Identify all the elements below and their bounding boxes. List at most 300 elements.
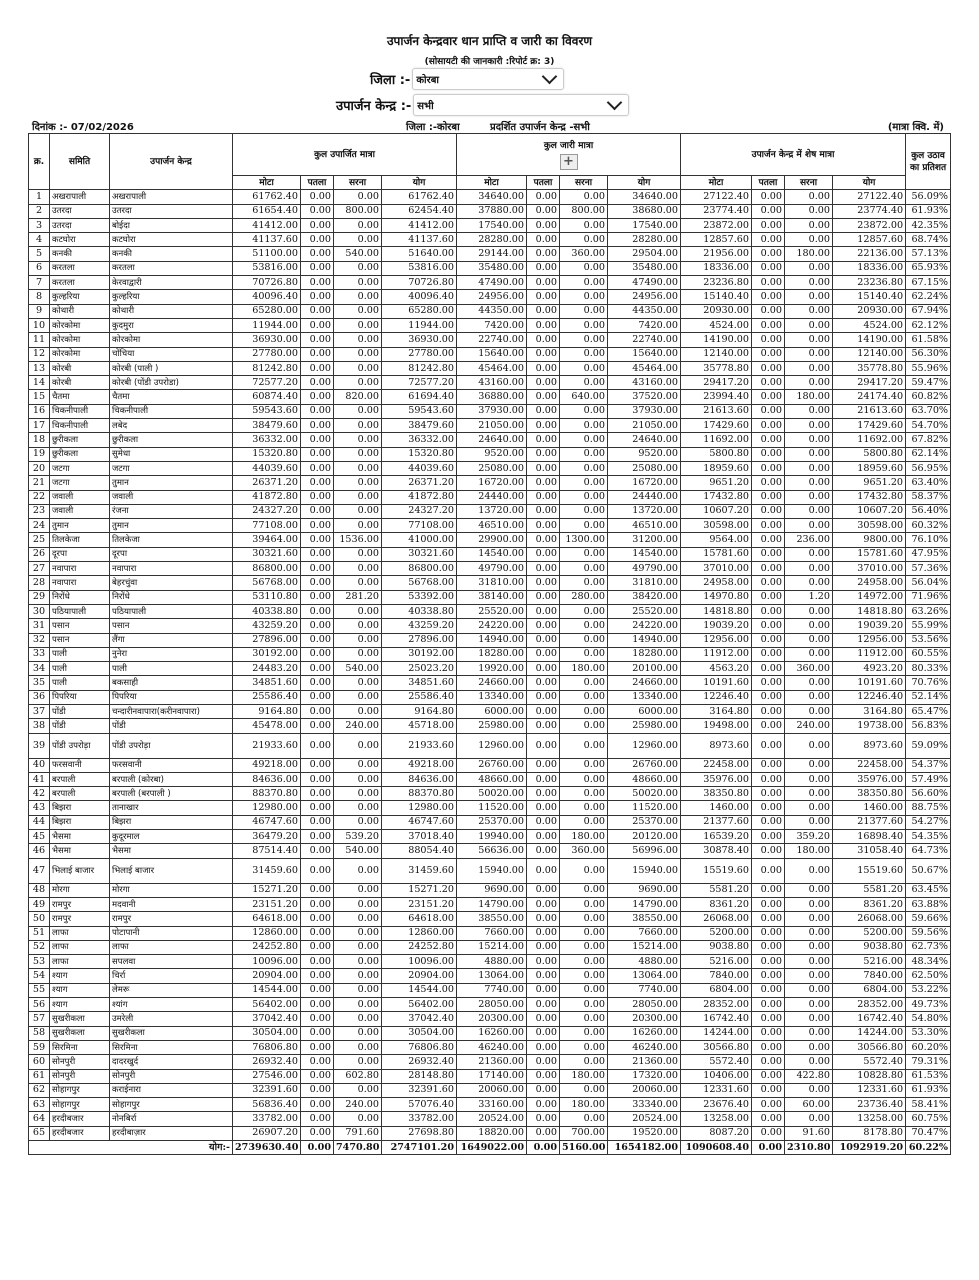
col-mota: मोटा — [233, 176, 301, 190]
row-value: 23872.00 — [833, 218, 906, 232]
row-value: 0.00 — [334, 261, 382, 275]
row-value: 29417.20 — [681, 376, 752, 390]
row-value: 5581.20 — [681, 883, 752, 897]
row-value: 800.00 — [334, 204, 382, 218]
row-samiti: सुखरीकला — [50, 1026, 110, 1040]
row-value: 0.00 — [527, 983, 560, 997]
row-value: 0.00 — [334, 998, 382, 1012]
row-value: 0.00 — [334, 304, 382, 318]
row-percent: 60.32% — [906, 519, 951, 533]
row-value: 9038.80 — [833, 940, 906, 954]
row-kendra: सुखरीकला — [110, 1026, 233, 1040]
expand-plus-icon[interactable]: + — [560, 154, 578, 170]
row-samiti: लाफा — [50, 955, 110, 969]
row-value: 36880.00 — [457, 390, 527, 404]
row-value: 0.00 — [752, 419, 785, 433]
row-value: 0.00 — [752, 290, 785, 304]
row-value: 0.00 — [560, 647, 608, 661]
row-value: 0.00 — [785, 504, 833, 518]
row-value: 0.00 — [527, 490, 560, 504]
row-value: 56768.00 — [233, 576, 301, 590]
row-value: 21050.00 — [608, 419, 681, 433]
row-sn: 19 — [29, 447, 50, 461]
row-value: 65280.00 — [233, 304, 301, 318]
district-select[interactable] — [412, 68, 564, 90]
row-sn: 27 — [29, 562, 50, 576]
row-value: 9520.00 — [608, 447, 681, 461]
row-value: 0.00 — [334, 233, 382, 247]
row-value: 0.00 — [560, 304, 608, 318]
row-value: 20060.00 — [457, 1083, 527, 1097]
row-value: 81242.80 — [233, 361, 301, 375]
row-value: 0.00 — [785, 690, 833, 704]
row-percent: 56.83% — [906, 719, 951, 733]
row-value: 14790.00 — [608, 897, 681, 911]
row-percent: 59.66% — [906, 912, 951, 926]
row-value: 36332.00 — [382, 433, 457, 447]
row-value: 5581.20 — [833, 883, 906, 897]
row-samiti: कोरकोमा — [50, 347, 110, 361]
row-value: 31810.00 — [608, 576, 681, 590]
row-value: 15140.40 — [833, 290, 906, 304]
row-value: 0.00 — [785, 333, 833, 347]
row-value: 0.00 — [785, 404, 833, 418]
row-value: 0.00 — [785, 969, 833, 983]
row-value: 1.20 — [785, 590, 833, 604]
row-value: 24440.00 — [457, 490, 527, 504]
row-value: 0.00 — [301, 619, 334, 633]
row-value: 0.00 — [752, 801, 785, 815]
row-value: 4880.00 — [457, 955, 527, 969]
row-value: 0.00 — [527, 719, 560, 733]
row-samiti: पिपरिया — [50, 690, 110, 704]
row-samiti: कोरबी — [50, 361, 110, 375]
row-sn: 33 — [29, 647, 50, 661]
table-row — [29, 419, 951, 433]
row-value: 15214.00 — [608, 940, 681, 954]
row-value: 0.00 — [560, 433, 608, 447]
table-row — [29, 233, 951, 247]
row-kendra: उतरदा — [110, 204, 233, 218]
row-kendra: जटगा — [110, 461, 233, 475]
row-samiti: जवाली — [50, 490, 110, 504]
col-yog: योग — [833, 176, 906, 190]
row-value: 0.00 — [560, 719, 608, 733]
row-value: 0.00 — [527, 247, 560, 261]
row-value: 14190.00 — [681, 333, 752, 347]
row-value: 0.00 — [560, 476, 608, 490]
row-samiti: कनकी — [50, 247, 110, 261]
row-kendra: मदवानी — [110, 897, 233, 911]
row-sn: 64 — [29, 1112, 50, 1126]
row-value: 24220.00 — [457, 619, 527, 633]
row-kendra: चन्दारीनवापारा(करीनवापारा) — [110, 704, 233, 718]
row-value: 56836.40 — [233, 1098, 301, 1112]
table-row — [29, 815, 951, 829]
table-row — [29, 969, 951, 983]
row-value: 0.00 — [301, 604, 334, 618]
row-kendra: बेहरचुंवा — [110, 576, 233, 590]
row-percent: 63.88% — [906, 897, 951, 911]
row-value: 0.00 — [527, 562, 560, 576]
row-value: 64618.00 — [382, 912, 457, 926]
row-value: 86800.00 — [233, 562, 301, 576]
row-value: 16260.00 — [608, 1026, 681, 1040]
row-value: 14540.00 — [608, 547, 681, 561]
row-value: 0.00 — [785, 787, 833, 801]
row-kendra: नवापारा — [110, 562, 233, 576]
row-value: 0.00 — [752, 576, 785, 590]
row-value: 46510.00 — [457, 519, 527, 533]
row-value: 0.00 — [334, 633, 382, 647]
row-value: 20930.00 — [833, 304, 906, 318]
chevron-down-icon — [542, 68, 558, 84]
row-value: 57076.40 — [382, 1098, 457, 1112]
row-value: 47490.00 — [608, 276, 681, 290]
row-percent: 53.22% — [906, 983, 951, 997]
row-value: 13064.00 — [608, 969, 681, 983]
row-samiti: कुल्हरिया — [50, 290, 110, 304]
row-value: 9564.00 — [681, 533, 752, 547]
row-kendra: बोईदा — [110, 218, 233, 232]
row-value: 46747.60 — [233, 815, 301, 829]
table-row — [29, 461, 951, 475]
row-value: 16898.40 — [833, 830, 906, 844]
row-value: 0.00 — [334, 433, 382, 447]
row-value: 23236.80 — [681, 276, 752, 290]
row-sn: 63 — [29, 1098, 50, 1112]
row-value: 0.00 — [527, 1012, 560, 1026]
row-value: 9164.80 — [233, 704, 301, 718]
row-sn: 57 — [29, 1012, 50, 1026]
row-value: 23151.20 — [233, 897, 301, 911]
table-row — [29, 547, 951, 561]
row-percent: 64.73% — [906, 844, 951, 858]
row-sn: 48 — [29, 883, 50, 897]
row-sn: 30 — [29, 604, 50, 618]
row-value: 0.00 — [785, 983, 833, 997]
row-percent: 50.67% — [906, 858, 951, 883]
row-sn: 45 — [29, 830, 50, 844]
row-value: 0.00 — [560, 490, 608, 504]
row-value: 26932.40 — [382, 1055, 457, 1069]
row-value: 0.00 — [785, 447, 833, 461]
row-value: 0.00 — [334, 733, 382, 758]
centre-select[interactable] — [413, 94, 629, 116]
row-value: 21377.60 — [681, 815, 752, 829]
row-value: 7660.00 — [608, 926, 681, 940]
row-value: 0.00 — [301, 533, 334, 547]
row-value: 5216.00 — [833, 955, 906, 969]
total-value: 0.00 — [527, 1141, 560, 1155]
row-value: 22740.00 — [457, 333, 527, 347]
row-samiti: कोरबी — [50, 376, 110, 390]
row-value: 17432.80 — [833, 490, 906, 504]
table-row — [29, 633, 951, 647]
row-value: 50020.00 — [457, 787, 527, 801]
row-sn: 38 — [29, 719, 50, 733]
row-kendra: जवाली — [110, 490, 233, 504]
row-kendra: पोटापानी — [110, 926, 233, 940]
row-value: 0.00 — [334, 419, 382, 433]
row-sn: 9 — [29, 304, 50, 318]
row-percent: 61.58% — [906, 333, 951, 347]
row-kendra: कोरकोमा — [110, 333, 233, 347]
row-value: 16742.40 — [681, 1012, 752, 1026]
row-value: 9038.80 — [681, 940, 752, 954]
row-value: 19498.00 — [681, 719, 752, 733]
row-value: 0.00 — [334, 955, 382, 969]
row-value: 14940.00 — [457, 633, 527, 647]
row-value: 0.00 — [560, 318, 608, 332]
row-kendra: बकसाही — [110, 676, 233, 690]
row-value: 0.00 — [301, 633, 334, 647]
row-value: 37520.00 — [608, 390, 681, 404]
row-value: 11520.00 — [457, 801, 527, 815]
row-value: 0.00 — [785, 276, 833, 290]
row-value: 0.00 — [301, 897, 334, 911]
table-row — [29, 1069, 951, 1083]
row-samiti: कोरकोमा — [50, 318, 110, 332]
row-value: 240.00 — [334, 719, 382, 733]
row-value: 18959.60 — [681, 461, 752, 475]
row-value: 20120.00 — [608, 830, 681, 844]
row-value: 25586.40 — [382, 690, 457, 704]
row-value: 46510.00 — [608, 519, 681, 533]
row-samiti: भिलाई बाजार — [50, 858, 110, 883]
row-value: 43259.20 — [382, 619, 457, 633]
row-value: 700.00 — [560, 1126, 608, 1140]
row-sn: 34 — [29, 662, 50, 676]
row-samiti: पोंडी — [50, 704, 110, 718]
row-value: 0.00 — [785, 647, 833, 661]
col-sarna: सरना — [785, 176, 833, 190]
row-value: 16720.00 — [608, 476, 681, 490]
row-value: 14244.00 — [681, 1026, 752, 1040]
row-percent: 58.37% — [906, 490, 951, 504]
row-value: 25520.00 — [457, 604, 527, 618]
row-percent: 67.15% — [906, 276, 951, 290]
row-kendra: मोरगा — [110, 883, 233, 897]
row-value: 17320.00 — [608, 1069, 681, 1083]
row-value: 0.00 — [785, 1083, 833, 1097]
row-value: 23994.40 — [681, 390, 752, 404]
row-kendra: बरपाली (बरपाली ) — [110, 787, 233, 801]
row-value: 13720.00 — [608, 504, 681, 518]
row-value: 0.00 — [752, 704, 785, 718]
row-percent: 62.12% — [906, 318, 951, 332]
row-value: 53110.80 — [233, 590, 301, 604]
row-value: 14818.80 — [681, 604, 752, 618]
row-samiti: करतला — [50, 261, 110, 275]
row-value: 0.00 — [334, 404, 382, 418]
row-value: 16260.00 — [457, 1026, 527, 1040]
row-value: 33160.00 — [457, 1098, 527, 1112]
row-value: 0.00 — [334, 1026, 382, 1040]
row-value: 0.00 — [785, 733, 833, 758]
row-value: 50020.00 — [608, 787, 681, 801]
table-row — [29, 1083, 951, 1097]
row-value: 0.00 — [334, 926, 382, 940]
row-value: 0.00 — [560, 519, 608, 533]
row-value: 45718.00 — [382, 719, 457, 733]
row-value: 0.00 — [301, 690, 334, 704]
row-value: 0.00 — [301, 290, 334, 304]
row-sn: 18 — [29, 433, 50, 447]
row-kendra: फरसवानी — [110, 758, 233, 772]
row-value: 14244.00 — [833, 1026, 906, 1040]
row-percent: 59.47% — [906, 376, 951, 390]
row-value: 0.00 — [301, 940, 334, 954]
row-sn: 7 — [29, 276, 50, 290]
row-value: 19920.00 — [457, 662, 527, 676]
row-value: 0.00 — [334, 519, 382, 533]
table-row — [29, 830, 951, 844]
row-value: 15140.40 — [681, 290, 752, 304]
total-value: 2310.80 — [785, 1141, 833, 1155]
row-value: 38350.80 — [833, 787, 906, 801]
row-value: 0.00 — [752, 955, 785, 969]
row-value: 43160.00 — [608, 376, 681, 390]
row-value: 0.00 — [301, 883, 334, 897]
row-value: 84636.00 — [382, 772, 457, 786]
row-sn: 10 — [29, 318, 50, 332]
row-value: 0.00 — [527, 690, 560, 704]
row-percent: 53.30% — [906, 1026, 951, 1040]
row-value: 38420.00 — [608, 590, 681, 604]
row-samiti: तिलकेजा — [50, 533, 110, 547]
row-value: 0.00 — [334, 1040, 382, 1054]
row-value: 0.00 — [527, 912, 560, 926]
row-value: 0.00 — [560, 619, 608, 633]
row-sn: 62 — [29, 1083, 50, 1097]
row-value: 27896.00 — [382, 633, 457, 647]
row-value: 540.00 — [334, 844, 382, 858]
row-value: 24640.00 — [608, 433, 681, 447]
row-value: 5200.00 — [833, 926, 906, 940]
row-value: 56768.00 — [382, 576, 457, 590]
row-value: 0.00 — [334, 604, 382, 618]
row-value: 3164.80 — [833, 704, 906, 718]
row-samiti: श्याग — [50, 998, 110, 1012]
row-value: 0.00 — [752, 519, 785, 533]
table-row — [29, 1055, 951, 1069]
row-value: 60874.40 — [233, 390, 301, 404]
row-value: 0.00 — [560, 704, 608, 718]
row-sn: 2 — [29, 204, 50, 218]
row-value: 32391.60 — [382, 1083, 457, 1097]
row-samiti: चिकनीपाली — [50, 404, 110, 418]
row-value: 0.00 — [560, 347, 608, 361]
row-samiti: सिरमिना — [50, 1040, 110, 1054]
row-value: 9651.20 — [833, 476, 906, 490]
row-percent: 54.70% — [906, 419, 951, 433]
row-kendra: निरोंधे — [110, 590, 233, 604]
col-sarna: सरना — [560, 176, 608, 190]
row-samiti: पठियापाली — [50, 604, 110, 618]
row-samiti: सोनपुरी — [50, 1069, 110, 1083]
row-value: 0.00 — [527, 926, 560, 940]
row-value: 360.00 — [560, 247, 608, 261]
row-sn: 47 — [29, 858, 50, 883]
row-value: 15214.00 — [457, 940, 527, 954]
row-value: 44039.60 — [382, 461, 457, 475]
row-value: 0.00 — [752, 1126, 785, 1140]
row-percent: 52.14% — [906, 690, 951, 704]
row-value: 53816.00 — [382, 261, 457, 275]
row-kendra: चैतमा — [110, 390, 233, 404]
row-value: 0.00 — [527, 318, 560, 332]
row-value: 38350.80 — [681, 787, 752, 801]
row-value: 56636.00 — [457, 844, 527, 858]
row-value: 0.00 — [752, 433, 785, 447]
row-value: 31058.40 — [833, 844, 906, 858]
row-value: 0.00 — [752, 676, 785, 690]
row-value: 1460.00 — [681, 801, 752, 815]
row-value: 24958.00 — [833, 576, 906, 590]
row-value: 41137.60 — [382, 233, 457, 247]
row-value: 800.00 — [560, 204, 608, 218]
row-kendra: छुरीकला — [110, 433, 233, 447]
row-value: 0.00 — [301, 998, 334, 1012]
row-value: 0.00 — [752, 815, 785, 829]
row-value: 0.00 — [752, 604, 785, 618]
row-value: 23774.40 — [833, 204, 906, 218]
row-value: 14818.80 — [833, 604, 906, 618]
row-percent: 49.73% — [906, 998, 951, 1012]
row-kendra: कुदूरमाल — [110, 830, 233, 844]
row-value: 0.00 — [560, 897, 608, 911]
row-value: 0.00 — [785, 1026, 833, 1040]
row-kendra: नुनेरा — [110, 647, 233, 661]
row-value: 0.00 — [560, 447, 608, 461]
row-value: 0.00 — [527, 1083, 560, 1097]
row-samiti: बरपाली — [50, 787, 110, 801]
row-value: 0.00 — [752, 690, 785, 704]
row-value: 38140.00 — [457, 590, 527, 604]
table-row — [29, 690, 951, 704]
row-value: 0.00 — [334, 772, 382, 786]
district-filter — [370, 68, 564, 90]
row-value: 45464.00 — [608, 361, 681, 375]
row-value: 28280.00 — [608, 233, 681, 247]
row-value: 9651.20 — [681, 476, 752, 490]
row-value: 30321.60 — [233, 547, 301, 561]
table-row — [29, 647, 951, 661]
col-sn: क्र. — [29, 134, 50, 190]
row-value: 0.00 — [785, 897, 833, 911]
row-value: 72577.20 — [382, 376, 457, 390]
row-value: 12956.00 — [833, 633, 906, 647]
row-sn: 4 — [29, 233, 50, 247]
row-value: 0.00 — [752, 461, 785, 475]
row-value: 10191.60 — [681, 676, 752, 690]
row-kendra: सपलवा — [110, 955, 233, 969]
col-yog: योग — [608, 176, 681, 190]
table-row — [29, 926, 951, 940]
row-value: 0.00 — [752, 318, 785, 332]
row-percent: 79.31% — [906, 1055, 951, 1069]
row-value: 14972.00 — [833, 590, 906, 604]
row-value: 24327.20 — [382, 504, 457, 518]
row-value: 0.00 — [334, 676, 382, 690]
row-value: 70726.80 — [382, 276, 457, 290]
table-row — [29, 347, 951, 361]
row-value: 0.00 — [785, 858, 833, 883]
row-percent: 56.95% — [906, 461, 951, 475]
row-value: 41872.80 — [233, 490, 301, 504]
row-value: 23151.20 — [382, 897, 457, 911]
